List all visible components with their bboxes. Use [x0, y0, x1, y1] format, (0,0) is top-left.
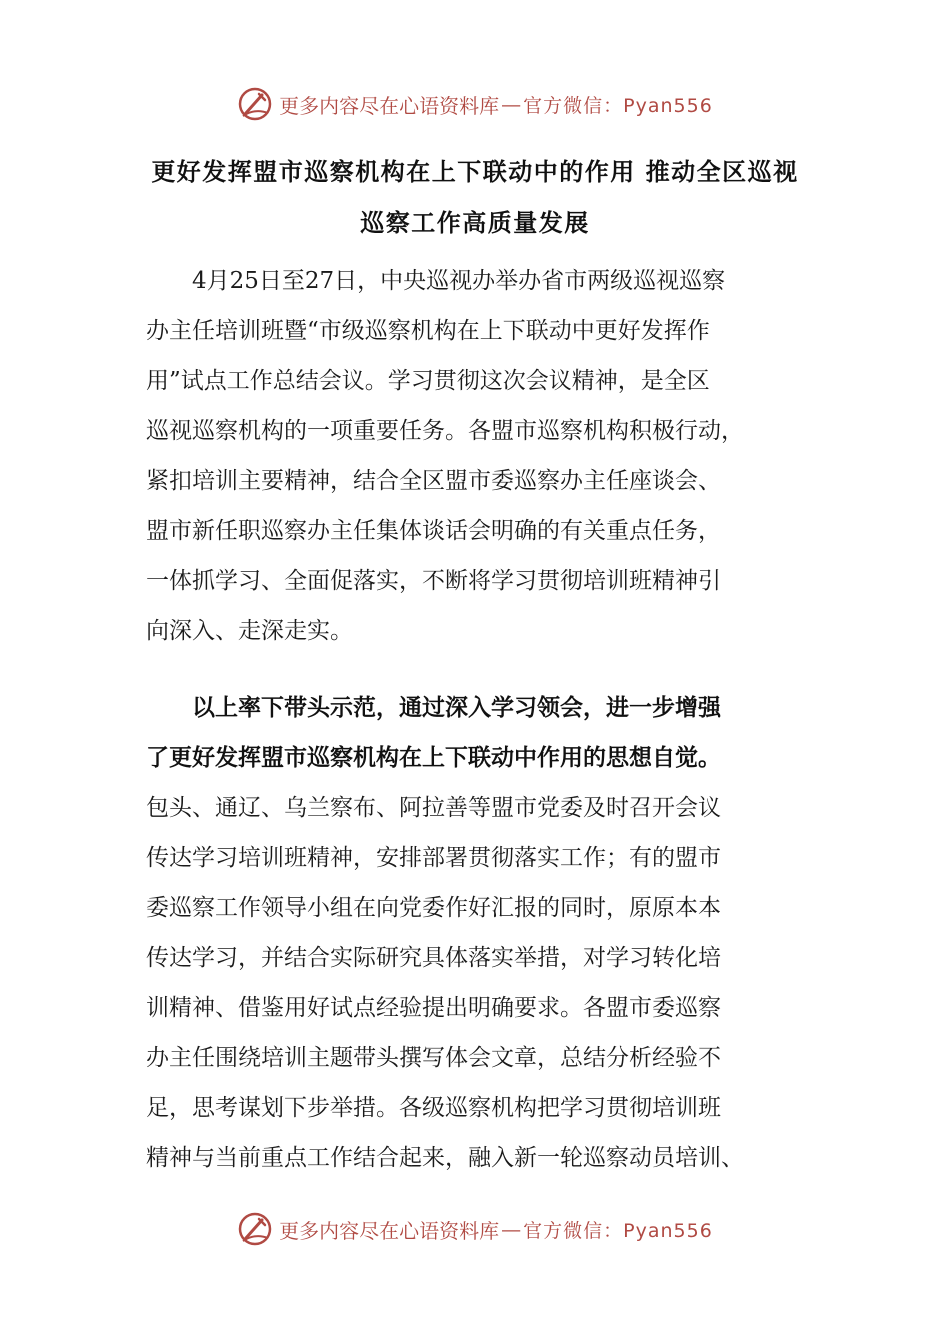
pen-logo-icon — [237, 86, 273, 122]
text-line: 用”试点工作总结会议。学习贯彻这次会议精神，是全区 — [146, 368, 710, 394]
text-line: 办主任围绕培训主题带头撰写体会文章，总结分析经验不 — [146, 1045, 721, 1071]
text-line: 精神与当前重点工作结合起来，融入新一轮巡察动员培训、 — [146, 1145, 744, 1171]
text-line: 委巡察工作领导小组在向党委作好汇报的同时，原原本本 — [146, 895, 721, 921]
banner-site-name: 更多内容尽在心语资料库 — [279, 93, 500, 118]
text-line: 一体抓学习、全面促落实，不断将学习贯彻培训班精神引 — [146, 568, 721, 594]
pen-logo-icon — [237, 1211, 273, 1247]
text-line: 向深入、走深走实。 — [146, 618, 353, 644]
text-line: 盟市新任职巡察办主任集体谈话会明确的有关重点任务， — [146, 518, 721, 544]
section-heading-line: 了更好发挥盟市巡察机构在上下联动中作用的思想自觉。 — [146, 744, 721, 771]
text-line: 传达学习，并结合实际研究具体落实举措，对学习转化培 — [146, 945, 721, 971]
text-line: 4月25日至27日，中央巡视办举办省市两级巡视巡察 — [146, 268, 726, 294]
text-line: 训精神、借鉴用好试点经验提出明确要求。各盟市委巡察 — [146, 995, 721, 1021]
banner-wechat: 官方微信：Pyan556 — [523, 1219, 713, 1242]
footer-watermark-banner — [0, 1207, 950, 1251]
document-title-line-2: 巡察工作高质量发展 — [360, 208, 590, 237]
section-heading-line: 以上率下带头示范，通过深入学习领会，进一步增强 — [146, 694, 721, 721]
text-line: 足，思考谋划下步举措。各级巡察机构把学习贯彻培训班 — [146, 1095, 721, 1121]
banner-site-name: 更多内容尽在心语资料库 — [279, 1218, 500, 1243]
header-watermark-banner — [0, 82, 950, 126]
text-line: 传达学习培训班精神，安排部署贯彻落实工作；有的盟市 — [146, 845, 721, 871]
document-title-line-1: 更好发挥盟市巡察机构在上下联动中的作用 推动全区巡视 — [151, 157, 799, 186]
text-line: 紧扣培训主要精神，结合全区盟市委巡察办主任座谈会、 — [146, 468, 721, 494]
text-line: 包头、通辽、乌兰察布、阿拉善等盟市党委及时召开会议 — [146, 795, 721, 821]
banner-dash: — — [501, 1217, 522, 1241]
text-line: 办主任培训班暨“市级巡察机构在上下联动中更好发挥作 — [146, 318, 710, 344]
banner-dash: — — [501, 92, 522, 116]
banner-wechat: 官方微信：Pyan556 — [523, 94, 713, 117]
text-line: 巡视巡察机构的一项重要任务。各盟市巡察机构积极行动， — [146, 418, 744, 444]
